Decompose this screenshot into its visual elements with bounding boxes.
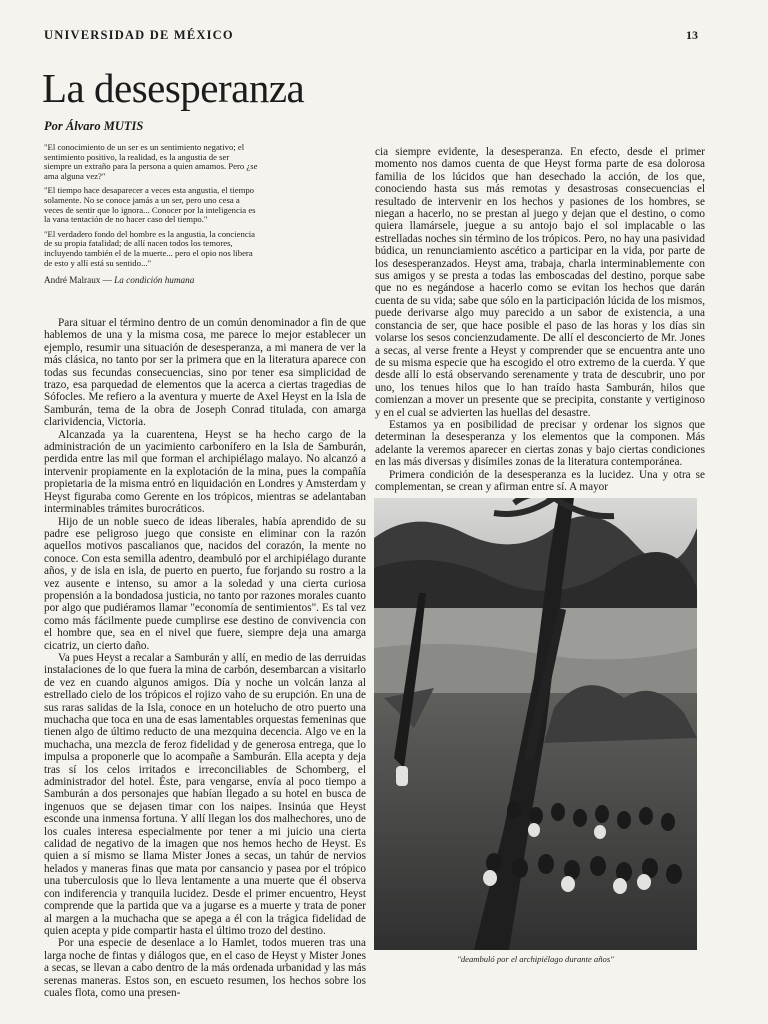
epigraph-attribution xyxy=(44,276,258,286)
epigraph xyxy=(44,143,258,291)
article-photo xyxy=(374,498,697,950)
epigraph-quote: "El tiempo hace desaparecer a veces esta angustia, el tiempo solamente. No se conoce jamás a un ser, pero uno cesa a veces de sentir que lo ignora... Conocer por la inteligencia es la vana tentación de no hacer caso del tiempo." xyxy=(44,185,256,225)
body-paragraph: Hijo de un noble sueco de ideas liberales, había aprendido de su padre ese peligroso juego que consiste en eliminar con la razón aquellos motivos pascalianos que, nacidos del corazón, la mente no conoce. Con esta semilla adentro, deambuló por el archipiélago durante años, y de isla en isla, de puerto en puerto, fue forjando su rostro a la vez ausente e intenso, su amor a la soledad y una cierta curiosa propensión a la bondadosa justicia, no tanto por razones morales cuanto por algo que pudiéramos llamar "economía de sentimientos". Es tal vez como más fácilmente puede cumplirse ese destino de convivencia con el hombre que, sea en el nivel que fuere, siempre deja una amarga cicatriz, un cierto daño. xyxy=(44,515,366,652)
body-paragraph: Para situar el término dentro de un común denominador a fin de que hablemos de una y la misma cosa, me parece lo mejor establecer un ejemplo, resumir una situación de desesperanza, a mi manera de ver la más clásica, no tanto por ser la primera que en la literatura aparece con todas sus fecundas consecuencias, sino por tener esa simplicidad de trazo, esa parquedad de elementos que la acerca a ciertas tragedias de Sófocles. Me refiero a la aventura y muerte de Axel Heyst en la Isla de Samburán, tema de la obra de Joseph Conrad titulada, con amarga clarividencia, Victoria. xyxy=(44,317,366,429)
epigraph-author: André Malraux — xyxy=(44,275,115,286)
epigraph-work: La condición humana xyxy=(114,275,195,286)
article-byline: Por Álvaro MUTIS xyxy=(44,119,144,133)
running-header xyxy=(44,28,698,44)
journal-name: UNIVERSIDAD DE MÉXICO xyxy=(44,28,234,42)
left-column xyxy=(44,317,366,999)
article-title: La desesperanza xyxy=(42,65,305,111)
body-paragraph: cia siempre evidente, la desesperanza. En efecto, desde el primer momento nos damos cuenta de que Heyst forma parte de esa dolorosa familia de los lúcidos que han desechado la acción, de los que, conociendo hasta sus más remotas y desastrosas consecuencias el resultado de intervenir en los hechos y pasiones de los hombres, se niegan a hacerlo, no se prestan al juego y dejan que el destino, o como quiera llamársele, juegue a su antojo bajo el sol implacable o las estrelladas noches sin término de los trópicos. Pero, no hay una pasividad búdica, un renunciamiento ascético a participar en la vida, por parte de los desesperanzados. Heyst ama, trabaja, charla interminablemente con sus amigos y se presta a todas las emboscadas del destino, porque sabe que no es negándose a hacerlo como se evitan los hechos que darán cuenta de su vida; sabe que sólo en la participación lúcida de los mismos, puede derivarse algo muy parecido a un sabor de existencia, a una constancia de ser, que hace posible el paso de las horas y los días sin volarse los sesos concienzudamente. De allí el desconcierto de Mr. Jones a secas, al verse frente a Heyst y comprender que se encuentra ante uno de su misma especie que ha escogido el otro extremo de la cuerda. Y que desde allí lo está observando serenamente y trata de descubrir, uno por uno, los tenues hilos que lo han traído hasta Samburán, hilos que comienzan a mover un presente que se precipita, constante y vertiginoso y en el cual se advierten las huellas del desastre. xyxy=(375,146,705,419)
right-column xyxy=(375,146,705,493)
epigraph-quote: "El verdadero fondo del hombre es la angustia, la conciencia de su propia fatalidad; de allí nacen todos los temores, incluyendo también el de la muerte... pero el opio nos libera de esto y allí está su sentido..." xyxy=(44,228,255,268)
epigraph-quote: "El conocimiento de un ser es un sentimiento negativo; el sentimiento positivo, la realidad, es la angustia de ser siempre un extraño para la persona a quien amamos. Pero ¿se ama alguna vez?" xyxy=(44,142,258,181)
body-paragraph: Por una especie de desenlace a lo Hamlet, todos mueren tras una larga noche de fintas y diálogos que, en el caso de Heyst y Mister Jones a secas, se llevan a cabo dentro de la más ordenada urbanidad y las más serenas maneras. Estos son, en escueto resumen, los hechos sobre los cuales flota, como una presen- xyxy=(44,937,366,999)
body-paragraph: Alcanzada ya la cuarentena, Heyst se ha hecho cargo de la administración de un yacimiento carbonífero en la Isla de Samburán, perdida entre las mil que forman el archipiélago malayo. No alcanzó a intervenir propiamente en la explotación de la mina, pues la compañía propietaria de la misma entró en liquidación en Londres y Amsterdam y Heyst figuraba como Gerente en los trópicos, mientras se adelantaban interminables trámites burocráticos. xyxy=(44,428,366,516)
page-number: 13 xyxy=(686,28,698,42)
body-paragraph: Estamos ya en posibilidad de precisar y ordenar los signos que determinan la desesperanza y los elementos que la componen. Más adelante la veremos aparecer en ciertas zonas y bajo ciertas condiciones en las más diversas y disímiles zonas de la literatura contemporánea. xyxy=(375,418,705,469)
photo-illustration xyxy=(374,498,697,950)
body-paragraph: Primera condición de la desesperanza es la lucidez. Una y otra se complementan, se crean y afirman entre sí. A mayor xyxy=(375,468,705,493)
body-paragraph: Va pues Heyst a recalar a Samburán y allí, en medio de las derruidas instalaciones de lo que fuera la mina de carbón, desembarcan a visitarlo de vez en cuando algunos amigos. Día y noche un volcán lanza al estrellado cielo de los trópicos el rojizo vaho de su erupción. En una de sus raras salidas de la Isla, conoce en un hotelucho de otro puerto una muchacha que toca en una de esas lamentables orquestas femeninas que tienen algo de último reducto de una mezquina decencia. Algo ve en la muchacha, una mezcla de feroz fidelidad y de generosa entrega, que lo impulsa a proponerle que lo acompañe a Samburán. Ella acepta y deja tras sí los celos irritados e irreconciliables de Schomberg, el administrador del hotel. Éste, para vengarse, envía al poco tiempo a Samburán a dos personajes que habían llegado a su hotel en busca de ingenuos que se dejasen timar con los naipes. Insinúa que Heyst esconde una inmensa fortuna. Y allí llegan los dos malhechores, uno de los cuales interesa especialmente por tener a mi juicio una cierta calidad de negativo de la imagen que nos hemos hecho de Heyst. Es quien a sí mismo se llama Mister Jones a secas, un tahúr de nervios helados y maneras finas que mata por cansancio y pasea por el trópico una tuberculosis que lo lleva lentamente a una muerte que él observa con indiferencia y tranquila lucidez. Desde el primer encuentro, Heyst comprende que la partida que va a jugarse es a muerte y trata de poner al margen a la muchacha que se apega a él con la trágica fidelidad de quien acepta y pide compartir hasta el último trozo del destino. xyxy=(44,651,366,937)
photo-caption: "deambuló por el archipiélago durante años" xyxy=(457,954,614,964)
